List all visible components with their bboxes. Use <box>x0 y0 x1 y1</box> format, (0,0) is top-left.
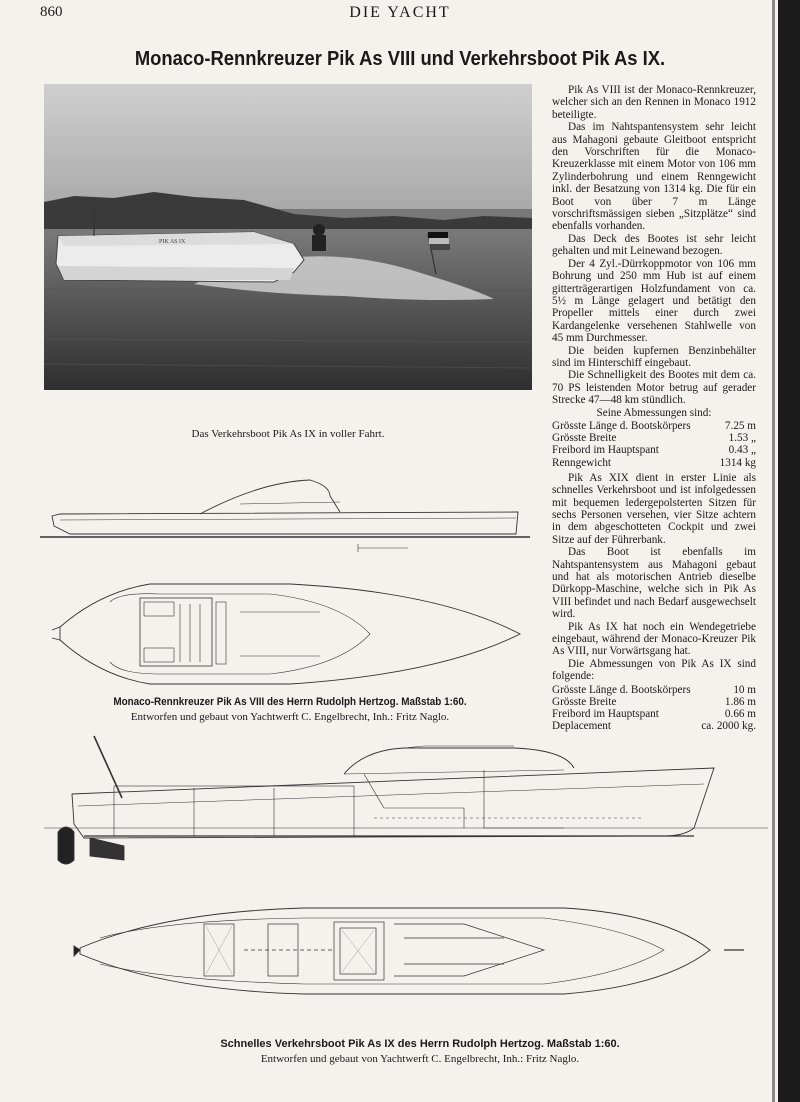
side-profile-hull <box>52 512 518 534</box>
paragraph: Pik As IX hat noch ein Wendegetriebe eingebaut, während der Monaco-Kreuzer Pik As VIII, nur Vorwärtsgang hat. <box>552 620 756 658</box>
table-row: Grösste Breite 1.86 m <box>552 695 756 708</box>
boat-photo-drawing <box>44 84 532 390</box>
article-text-column <box>552 84 756 736</box>
page-edge-shadow <box>772 0 775 1102</box>
table-row: Grösste Breite 1.53 „ <box>552 432 756 445</box>
plan-view-hull <box>60 584 520 684</box>
running-title: DIE YACHT <box>349 4 451 21</box>
paragraph: Die Abmessungen von Pik As IX sind folgende: <box>552 657 756 683</box>
hull-lettering: PIK AS IX <box>159 239 186 245</box>
dimensions-table-viii <box>552 420 756 469</box>
plan-view-foredeck <box>394 924 544 976</box>
table-row: Renngewicht 1314 kg <box>552 456 756 469</box>
table-row: Grösste Länge d. Bootskörpers 10 m <box>552 683 756 696</box>
caption-ix <box>120 1038 720 1065</box>
paragraph: Das Boot ist ebenfalls im Nahtspantensystem aus Mahagoni gebaut und hat als motorischen Antrieb dieselbe Dürkopp-Maschine, welche sich in Pik As VIII befindet und nach Bedarf ausgewechselt wird. <box>552 546 756 621</box>
side-profile-cockpit <box>200 480 340 514</box>
page-edge-dark <box>778 0 800 1102</box>
table-row: Grösste Länge d. Bootskörpers 7.25 m <box>552 419 756 432</box>
photo-caption: Das Verkehrsboot Pik As IX in voller Fahrt. <box>191 428 385 440</box>
caption-ix-credit: Entworfen und gebaut von Yachtwerft C. Engelbrecht, Inh.: Fritz Naglo. <box>260 1053 580 1065</box>
paragraph: Die beiden kupfernen Benzinbehälter sind im Hinterschiff eingebaut. <box>552 344 756 369</box>
table-row: Deplacement ca. 2000 kg. <box>552 720 756 733</box>
caption-viii-credit: Entworfen und gebaut von Yachtwerft C. Engelbrecht, Inh.: Fritz Naglo. <box>130 711 450 723</box>
paragraph: Der 4 Zyl.-Dürrkoppmotor von 106 mm Bohrung und 250 mm Hub ist auf einem gitterträgerartigen Holzfundament von ca. 5½ m Länge gelagert und betätigt den Propeller mittels einer durch zwei Kardangelenke versehenen Stahlwelle von 45 mm Durchmesser. <box>552 257 756 345</box>
propeller <box>90 838 124 860</box>
table-row: Freibord im Hauptspant 0.43 „ <box>552 444 756 457</box>
boat-photo <box>44 84 532 390</box>
flagstaff <box>94 736 122 798</box>
pik-as-viii-plans <box>40 462 530 692</box>
caption-viii <box>40 696 540 723</box>
paragraph: Das im Nahtspantensystem sehr leicht aus Mahagoni gebaute Gleitboot entspricht den Vorschriften für die Monaco-Kreuzerklasse mit einem Motor von 106 mm Zylinderbohrung und einem Renngewicht inkl. der Besatzung von 1314 kg. Die für ein Boot von über 7 m Länge vorschriftsmässigen sieben „Sitzplätze“ sind ebenfalls vorhanden. <box>552 121 756 233</box>
caption-ix-title: Schnelles Verkehrsboot Pik As IX des Herrn Rudolph Hertzog. Maßstab 1:60. <box>220 1038 620 1050</box>
paragraph: Pik As XIX dient in erster Linie als schnelles Verkehrsboot und ist infolgedessen mit bequemen ledergepolsterten Sitzen für sechs Personen versehen, vier Sitze achtern in dem abgeschotteten Cockpit und zwei Sitze auf der Führerbank. <box>552 471 756 546</box>
rudder <box>58 827 74 864</box>
plan-view-hull <box>80 908 710 994</box>
pik-as-ix-plans <box>44 728 768 1028</box>
side-profile-cabin <box>344 748 574 774</box>
paragraph: Die Schnelligkeit des Bootes mit dem ca. 70 PS leistenden Motor betrug auf gerader Strecke 47—48 km stündlich. <box>552 369 756 407</box>
plan-drawing-ix <box>44 728 768 1028</box>
paragraph: Seine Abmessungen sind: <box>596 406 712 419</box>
article-title: Monaco-Rennkreuzer Pik As VIII und Verkehrsboot Pik As IX. <box>134 48 666 70</box>
plan-view-cockpit <box>140 598 212 666</box>
paragraph: Pik As VIII ist der Monaco-Rennkreuzer, welcher sich an den Rennen in Monaco 1912 beteiligte. <box>552 84 756 121</box>
plan-drawing-viii <box>40 462 530 692</box>
table-row: Freibord im Hauptspant 0.66 m <box>552 708 756 721</box>
caption-viii-title: Monaco-Rennkreuzer Pik As VIII des Herrn Rudolph Hertzog. Maßstab 1:60. <box>113 696 467 708</box>
paragraph: Das Deck des Bootes ist sehr leicht gehalten und mit Leinewand bezogen. <box>552 232 756 258</box>
page-number: 860 <box>40 4 63 20</box>
dimensions-table-ix <box>552 684 756 733</box>
